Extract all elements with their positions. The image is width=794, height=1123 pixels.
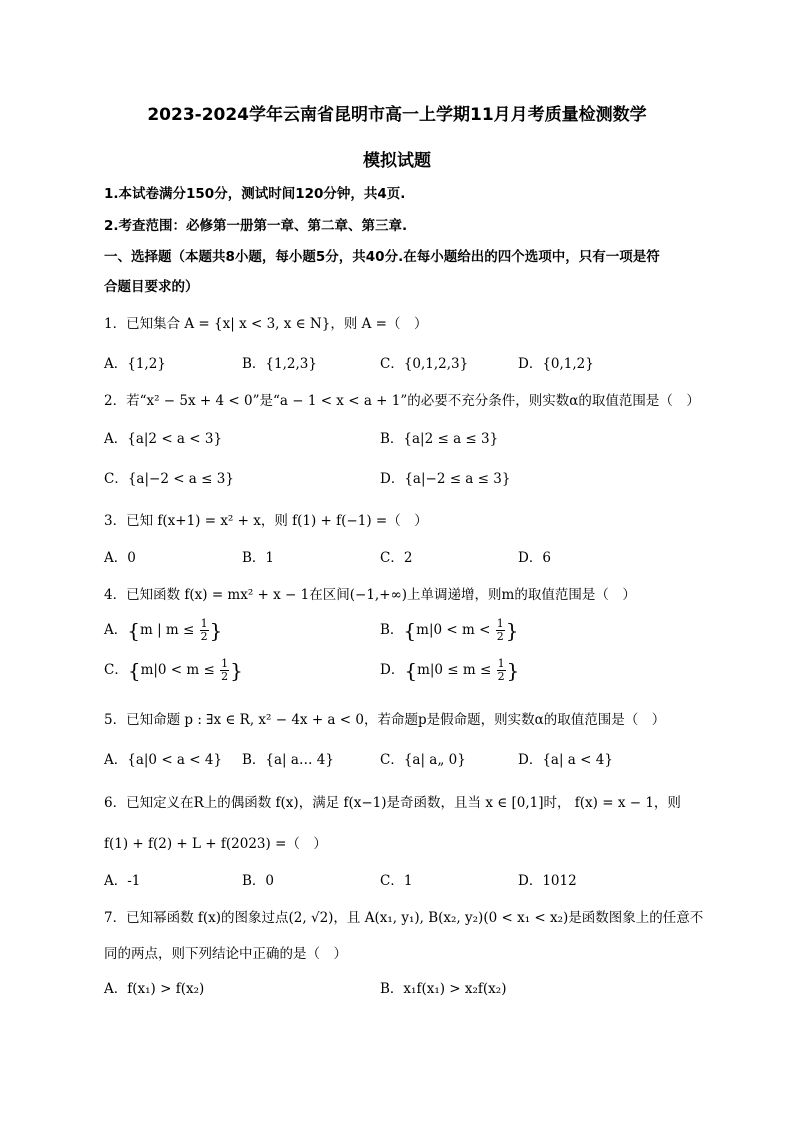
fraction: $\frac{1}{2}$	[200, 617, 208, 643]
q1-option-c: C．{0,1,2,3}	[380, 356, 469, 372]
question-2-stem: 2．若“x² − 5x + 4 < 0”是“a − 1 < x < a + 1”的必要不充分条件，则实数α的取值范围是（ ）	[104, 393, 700, 409]
fraction: $\frac{1}{2}$	[497, 657, 505, 683]
q2-option-a: A．{a|2 < a < 3}	[104, 431, 223, 447]
q3-option-c: C．2	[380, 550, 413, 566]
section-heading: 一、选择题（本题共8小题，每小题5分，共40分.在每小题给出的四个选项中，只有一项是符	[104, 249, 660, 265]
q3-option-d: D．6	[518, 550, 551, 566]
section-heading-cont: 合题目要求的）	[104, 279, 199, 295]
question-4-stem: 4．已知函数 f(x) = mx² + x − 1在区间(−1,+∞)上单调递增，则m的取值范围是（ ）	[104, 587, 636, 603]
q5-option-b: B．{a| a… 4}	[242, 752, 334, 768]
question-3-stem: 3．已知 f(x+1) = x² + x，则 f(1) + f(−1) =（ ）	[104, 513, 428, 529]
q6-option-b: B．0	[242, 873, 275, 889]
fraction: $\frac{1}{2}$	[221, 657, 229, 683]
q2-option-c: C．{a|−2 < a ≤ 3}	[104, 471, 234, 487]
q1-option-b: B．{1,2,3}	[242, 356, 317, 372]
q2-option-b: B．{a|2 ≤ a ≤ 3}	[380, 431, 499, 447]
q4-option-b: B．{m|0 < m < $\frac{1}{2}$ }	[380, 617, 519, 643]
q5-option-a: A．{a|0 < a < 4}	[104, 752, 223, 768]
question-6-stem-cont: f(1) + f(2) + L + f(2023) =（ ）	[104, 836, 327, 852]
question-7-stem-cont: 同的两点，则下列结论中正确的是（ ）	[104, 946, 347, 962]
question-5-stem: 5．已知命题 p : ∃x ∈ R, x² − 4x + a < 0，若命题p是假命题，则实数α的取值范围是（ ）	[104, 712, 666, 728]
q6-option-c: C．1	[380, 873, 413, 889]
question-1-stem: 1．已知集合 A = {x| x < 3, x ∈ N}，则 A =（ ）	[104, 316, 428, 332]
q2-option-d: D．{a|−2 ≤ a ≤ 3}	[380, 471, 511, 487]
q1-option-a: A．{1,2}	[104, 356, 166, 372]
q4-option-d: D．{m|0 ≤ m ≤ $\frac{1}{2}$ }	[380, 657, 520, 683]
q5-option-d: D．{a| a < 4}	[518, 752, 613, 768]
q3-option-a: A．0	[104, 550, 136, 566]
q3-option-b: B．1	[242, 550, 275, 566]
q7-option-a: A．f(x₁) > f(x₂)	[104, 981, 205, 997]
fraction: $\frac{1}{2}$	[496, 617, 504, 643]
q7-option-b: B．x₁f(x₁) > x₂f(x₂)	[380, 981, 507, 997]
q6-option-a: A．-1	[104, 873, 141, 889]
note-1: 1.本试卷满分150分，测试时间120分钟，共4页.	[104, 186, 406, 202]
q6-option-d: D．1012	[518, 873, 577, 889]
q5-option-c: C．{a| a„ 0}	[380, 752, 466, 768]
question-7-stem: 7．已知幂函数 f(x)的图象过点(2, √2)，且 A(x₁, y₁), B(x₂, y₂)(0 < x₁ < x₂)是函数图象上的任意不	[104, 910, 704, 926]
q1-option-d: D．{0,1,2}	[518, 356, 594, 372]
q4-option-a: A．{m | m ≤ $\frac{1}{2}$ }	[104, 617, 223, 643]
exam-subtitle: 模拟试题	[363, 151, 431, 171]
exam-title: 2023-2024学年云南省昆明市高一上学期11月月考质量检测数学	[147, 105, 647, 125]
q4-option-c: C．{m|0 < m ≤ $\frac{1}{2}$ }	[104, 657, 243, 683]
note-2: 2.考查范围：必修第一册第一章、第二章、第三章.	[104, 218, 408, 234]
question-6-stem: 6．已知定义在R上的偶函数 f(x)，满足 f(x−1)是奇函数，且当 x ∈ [0,1]时， f(x) = x − 1，则	[104, 795, 681, 811]
